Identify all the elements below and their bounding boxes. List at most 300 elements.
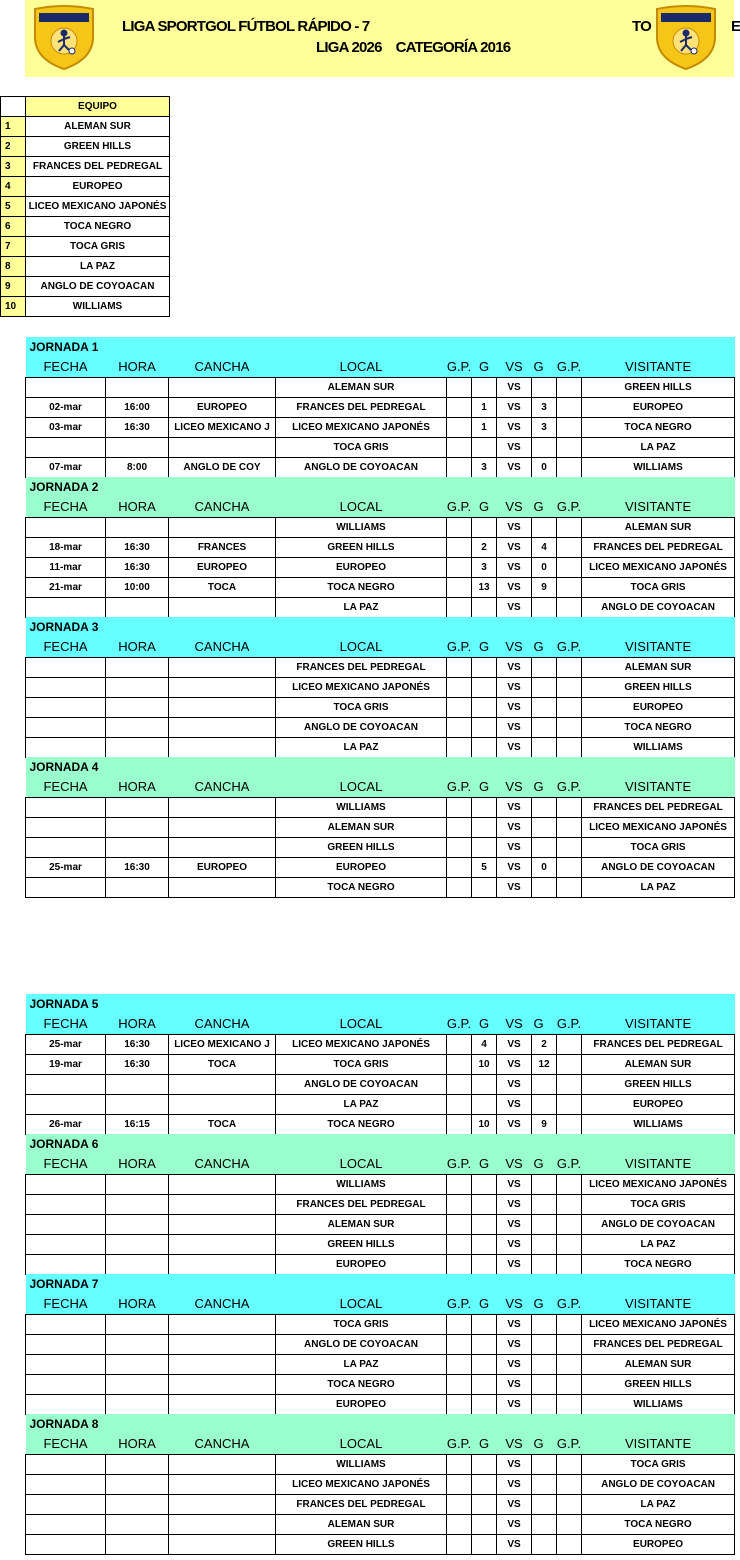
match-gp1 [447,1034,472,1054]
match-visitante: LICEO MEXICANO JAPONÉS [582,1314,735,1334]
jornada-title-row [26,337,735,357]
match-local: GREEN HILLS [276,1534,447,1554]
match-g1 [472,1074,497,1094]
match-row [26,1374,735,1394]
match-hora: 16:30 [106,1054,169,1074]
team-name: LICEO MEXICANO JAPONÉS [26,197,170,217]
column-header-vs: VS [497,1154,532,1174]
match-vs: VS [497,397,532,417]
column-header-g1: G [472,1014,497,1034]
team-number: 7 [1,237,26,257]
match-g1: 1 [472,397,497,417]
match-vs: VS [497,677,532,697]
column-header-g1: G [472,1154,497,1174]
match-gp1 [447,1074,472,1094]
match-visitante: FRANCES DEL PEDREGAL [582,1034,735,1054]
jornada-block [25,1414,735,1555]
team-number: 2 [1,137,26,157]
match-g2 [532,1174,557,1194]
match-row [26,1394,735,1414]
match-cancha: TOCA [169,1054,276,1074]
match-gp2 [557,397,582,417]
column-header-fecha: FECHA [26,357,106,377]
match-g1 [472,1394,497,1414]
column-header-cancha: CANCHA [169,1014,276,1034]
match-fecha: 03-mar [26,417,106,437]
match-fecha [26,1194,106,1214]
match-hora: 16:30 [106,417,169,437]
match-hora [106,797,169,817]
match-fecha [26,1314,106,1334]
match-gp2 [557,1214,582,1234]
column-header-gp2: G.P. [557,777,582,797]
match-vs: VS [497,597,532,617]
match-local: GREEN HILLS [276,837,447,857]
match-g1: 1 [472,417,497,437]
match-gp2 [557,1314,582,1334]
match-row [26,817,735,837]
match-cancha [169,437,276,457]
match-g1 [472,1234,497,1254]
match-fecha [26,597,106,617]
match-row [26,1494,735,1514]
column-header-local: LOCAL [276,1014,447,1034]
column-header-g2: G [532,777,557,797]
column-header-vs: VS [497,497,532,517]
column-header-g1: G [472,1434,497,1454]
team-row [1,137,170,157]
match-gp1 [447,517,472,537]
match-gp1 [447,397,472,417]
match-local: FRANCES DEL PEDREGAL [276,397,447,417]
match-gp2 [557,597,582,617]
match-vs: VS [497,1114,532,1134]
match-gp2 [557,1514,582,1534]
match-cancha [169,1514,276,1534]
match-fecha: 21-mar [26,577,106,597]
column-header-hora: HORA [106,1434,169,1454]
team-name: TOCA NEGRO [26,217,170,237]
match-vs: VS [497,1174,532,1194]
team-row [1,217,170,237]
match-gp2 [557,1354,582,1374]
jornada-table [25,617,735,758]
match-g1 [472,697,497,717]
match-g2: 3 [532,417,557,437]
jornada-table [25,337,735,478]
match-cancha [169,797,276,817]
match-g2 [532,437,557,457]
match-local: ALEMAN SUR [276,1514,447,1534]
match-visitante: EUROPEO [582,1534,735,1554]
match-visitante: GREEN HILLS [582,1374,735,1394]
match-g1 [472,737,497,757]
match-vs: VS [497,1454,532,1474]
match-vs: VS [497,1054,532,1074]
column-header-hora: HORA [106,637,169,657]
match-gp2 [557,1534,582,1554]
match-gp2 [557,577,582,597]
match-local: EUROPEO [276,1254,447,1274]
column-header-gp1: G.P. [447,1014,472,1034]
match-visitante: TOCA GRIS [582,1454,735,1474]
match-gp1 [447,1254,472,1274]
match-hora [106,1354,169,1374]
match-g2: 9 [532,577,557,597]
match-gp2 [557,857,582,877]
match-local: FRANCES DEL PEDREGAL [276,657,447,677]
column-header-visitante: VISITANTE [582,1294,735,1314]
column-header-fecha: FECHA [26,777,106,797]
match-cancha [169,1494,276,1514]
match-visitante: ANGLO DE COYOACAN [582,597,735,617]
match-g2 [532,1514,557,1534]
match-local: FRANCES DEL PEDREGAL [276,1494,447,1514]
match-local: TOCA GRIS [276,1314,447,1334]
match-gp2 [557,717,582,737]
match-row [26,537,735,557]
match-local: ALEMAN SUR [276,817,447,837]
column-header-gp2: G.P. [557,1154,582,1174]
match-gp1 [447,817,472,837]
match-hora [106,1514,169,1534]
column-header-vs: VS [497,637,532,657]
match-vs: VS [497,1354,532,1374]
match-hora [106,437,169,457]
match-fecha [26,1074,106,1094]
match-cancha [169,717,276,737]
match-fecha [26,517,106,537]
match-g1: 4 [472,1034,497,1054]
match-hora [106,1494,169,1514]
match-visitante: LICEO MEXICANO JAPONÉS [582,817,735,837]
match-local: WILLIAMS [276,1174,447,1194]
match-g2 [532,1194,557,1214]
column-header-g2: G [532,357,557,377]
match-local: LICEO MEXICANO JAPONÉS [276,1034,447,1054]
match-local: ALEMAN SUR [276,377,447,397]
match-hora [106,877,169,897]
match-row [26,1474,735,1494]
match-hora [106,1534,169,1554]
column-header-g1: G [472,357,497,377]
match-visitante: EUROPEO [582,1094,735,1114]
match-g1 [472,1494,497,1514]
match-gp2 [557,1234,582,1254]
match-g2: 4 [532,537,557,557]
match-g1 [472,837,497,857]
team-name: GREEN HILLS [26,137,170,157]
match-g2: 12 [532,1054,557,1074]
match-visitante: ANGLO DE COYOACAN [582,1214,735,1234]
team-row [1,157,170,177]
match-g2 [532,817,557,837]
match-fecha [26,1494,106,1514]
match-local: EUROPEO [276,557,447,577]
match-hora: 16:30 [106,1034,169,1054]
match-cancha [169,1214,276,1234]
match-g2 [532,377,557,397]
match-g1 [472,717,497,737]
match-gp1 [447,437,472,457]
match-hora: 10:00 [106,577,169,597]
match-local: ANGLO DE COYOACAN [276,717,447,737]
jornada-title-row [26,1414,735,1434]
match-g1 [472,1174,497,1194]
jornada-title: JORNADA 5 [26,994,735,1014]
column-header-vs: VS [497,1434,532,1454]
match-vs: VS [497,1334,532,1354]
match-fecha: 25-mar [26,1034,106,1054]
jornada-title-row [26,477,735,497]
match-gp2 [557,737,582,757]
match-vs: VS [497,1194,532,1214]
match-gp1 [447,1514,472,1534]
column-header-fecha: FECHA [26,1014,106,1034]
league-title: LIGA SPORTGOL FÚTBOL RÁPIDO - 7 [122,18,370,35]
match-vs: VS [497,1034,532,1054]
column-header-g1: G [472,497,497,517]
match-g1 [472,797,497,817]
column-header-fecha: FECHA [26,1154,106,1174]
jornada-block [25,1274,735,1415]
column-header-cancha: CANCHA [169,777,276,797]
match-gp1 [447,1534,472,1554]
match-g1 [472,597,497,617]
match-g1 [472,1534,497,1554]
team-number: 9 [1,277,26,297]
match-visitante: LA PAZ [582,437,735,457]
match-g2 [532,1394,557,1414]
match-cancha [169,1194,276,1214]
match-visitante: TOCA NEGRO [582,1254,735,1274]
match-visitante: TOCA NEGRO [582,417,735,437]
column-header-local: LOCAL [276,497,447,517]
sportgol-logo-right [653,3,719,71]
match-visitante: TOCA GRIS [582,1194,735,1214]
match-row [26,657,735,677]
match-cancha [169,1254,276,1274]
match-cancha: TOCA [169,577,276,597]
match-row [26,597,735,617]
match-gp1 [447,677,472,697]
match-row [26,1074,735,1094]
match-fecha [26,1394,106,1414]
jornada-title: JORNADA 1 [26,337,735,357]
jornada-table [25,994,735,1135]
jornada-block [25,757,735,898]
column-header-row [26,1434,735,1454]
column-header-vs: VS [497,1014,532,1034]
match-fecha: 18-mar [26,537,106,557]
match-fecha [26,1354,106,1374]
match-fecha [26,837,106,857]
match-g1: 5 [472,857,497,877]
match-row [26,1054,735,1074]
match-g2 [532,677,557,697]
match-fecha: 07-mar [26,457,106,477]
match-fecha [26,737,106,757]
jornada-title-row [26,1274,735,1294]
match-fecha [26,657,106,677]
match-cancha [169,817,276,837]
team-number: 1 [1,117,26,137]
match-hora [106,657,169,677]
match-g2 [532,717,557,737]
match-g1 [472,1454,497,1474]
match-visitante: ANGLO DE COYOACAN [582,1474,735,1494]
match-fecha [26,1234,106,1254]
match-row [26,1034,735,1054]
match-gp1 [447,857,472,877]
match-gp2 [557,1394,582,1414]
match-hora [106,1314,169,1334]
match-vs: VS [497,737,532,757]
column-header-g2: G [532,1014,557,1034]
column-header-cancha: CANCHA [169,1434,276,1454]
match-hora [106,1234,169,1254]
column-header-local: LOCAL [276,1154,447,1174]
match-g2 [532,1254,557,1274]
team-number: 5 [1,197,26,217]
match-visitante: TOCA GRIS [582,837,735,857]
team-number: 8 [1,257,26,277]
match-fecha [26,1534,106,1554]
match-fecha: 25-mar [26,857,106,877]
match-local: ANGLO DE COYOACAN [276,457,447,477]
match-gp1 [447,377,472,397]
match-visitante: GREEN HILLS [582,677,735,697]
match-local: WILLIAMS [276,517,447,537]
jornada-title-row [26,994,735,1014]
column-header-gp2: G.P. [557,497,582,517]
match-hora [106,1094,169,1114]
match-gp1 [447,1094,472,1114]
match-visitante: WILLIAMS [582,457,735,477]
column-header-cancha: CANCHA [169,637,276,657]
match-fecha [26,1334,106,1354]
column-header-cancha: CANCHA [169,1294,276,1314]
match-gp2 [557,1454,582,1474]
match-gp2 [557,1494,582,1514]
match-g1 [472,677,497,697]
match-vs: VS [497,517,532,537]
match-g2 [532,1354,557,1374]
match-hora [106,1394,169,1414]
match-g1 [472,1094,497,1114]
match-cancha: LICEO MEXICANO J [169,1034,276,1054]
column-header-row [26,1294,735,1314]
match-g2 [532,657,557,677]
match-gp2 [557,797,582,817]
match-cancha [169,1394,276,1414]
match-cancha [169,1454,276,1474]
match-gp2 [557,1174,582,1194]
match-vs: VS [497,1494,532,1514]
match-row [26,1354,735,1374]
match-gp1 [447,1194,472,1214]
match-g1 [472,1194,497,1214]
match-gp1 [447,797,472,817]
match-gp1 [447,697,472,717]
column-header-row [26,1014,735,1034]
match-local: LA PAZ [276,1094,447,1114]
match-cancha [169,1354,276,1374]
match-vs: VS [497,1254,532,1274]
match-fecha: 02-mar [26,397,106,417]
match-hora [106,737,169,757]
match-hora [106,1374,169,1394]
match-row [26,1094,735,1114]
match-vs: VS [497,797,532,817]
match-cancha [169,1474,276,1494]
match-cancha [169,1074,276,1094]
match-gp1 [447,557,472,577]
match-fecha [26,1254,106,1274]
match-gp2 [557,817,582,837]
match-row [26,397,735,417]
jornada-block [25,337,735,478]
match-g2 [532,597,557,617]
team-row [1,177,170,197]
match-hora [106,1174,169,1194]
match-gp2 [557,1074,582,1094]
column-header-gp2: G.P. [557,637,582,657]
match-cancha [169,1334,276,1354]
teams-header-cell: EQUIPO [26,97,170,117]
match-gp2 [557,837,582,857]
match-visitante: GREEN HILLS [582,377,735,397]
jornada-block [25,994,735,1135]
match-hora: 16:30 [106,857,169,877]
match-vs: VS [497,1534,532,1554]
match-local: ANGLO DE COYOACAN [276,1334,447,1354]
match-g2 [532,1334,557,1354]
match-fecha [26,1514,106,1534]
column-header-gp1: G.P. [447,1434,472,1454]
column-header-g2: G [532,1154,557,1174]
match-visitante: FRANCES DEL PEDREGAL [582,537,735,557]
column-header-gp2: G.P. [557,1014,582,1034]
team-row [1,257,170,277]
match-local: LA PAZ [276,1354,447,1374]
match-vs: VS [497,577,532,597]
match-cancha [169,697,276,717]
column-header-gp1: G.P. [447,637,472,657]
match-hora [106,717,169,737]
match-vs: VS [497,417,532,437]
match-g1: 13 [472,577,497,597]
match-row [26,557,735,577]
match-cancha [169,877,276,897]
column-header-hora: HORA [106,497,169,517]
column-header-local: LOCAL [276,357,447,377]
match-gp2 [557,1114,582,1134]
match-g1 [472,1334,497,1354]
match-g2: 0 [532,557,557,577]
column-header-gp1: G.P. [447,497,472,517]
match-hora [106,677,169,697]
match-hora [106,817,169,837]
match-fecha [26,697,106,717]
match-local: WILLIAMS [276,1454,447,1474]
match-hora [106,1194,169,1214]
match-fecha [26,377,106,397]
match-g1: 10 [472,1054,497,1074]
team-number: 4 [1,177,26,197]
match-fecha: 19-mar [26,1054,106,1074]
match-fecha: 11-mar [26,557,106,577]
